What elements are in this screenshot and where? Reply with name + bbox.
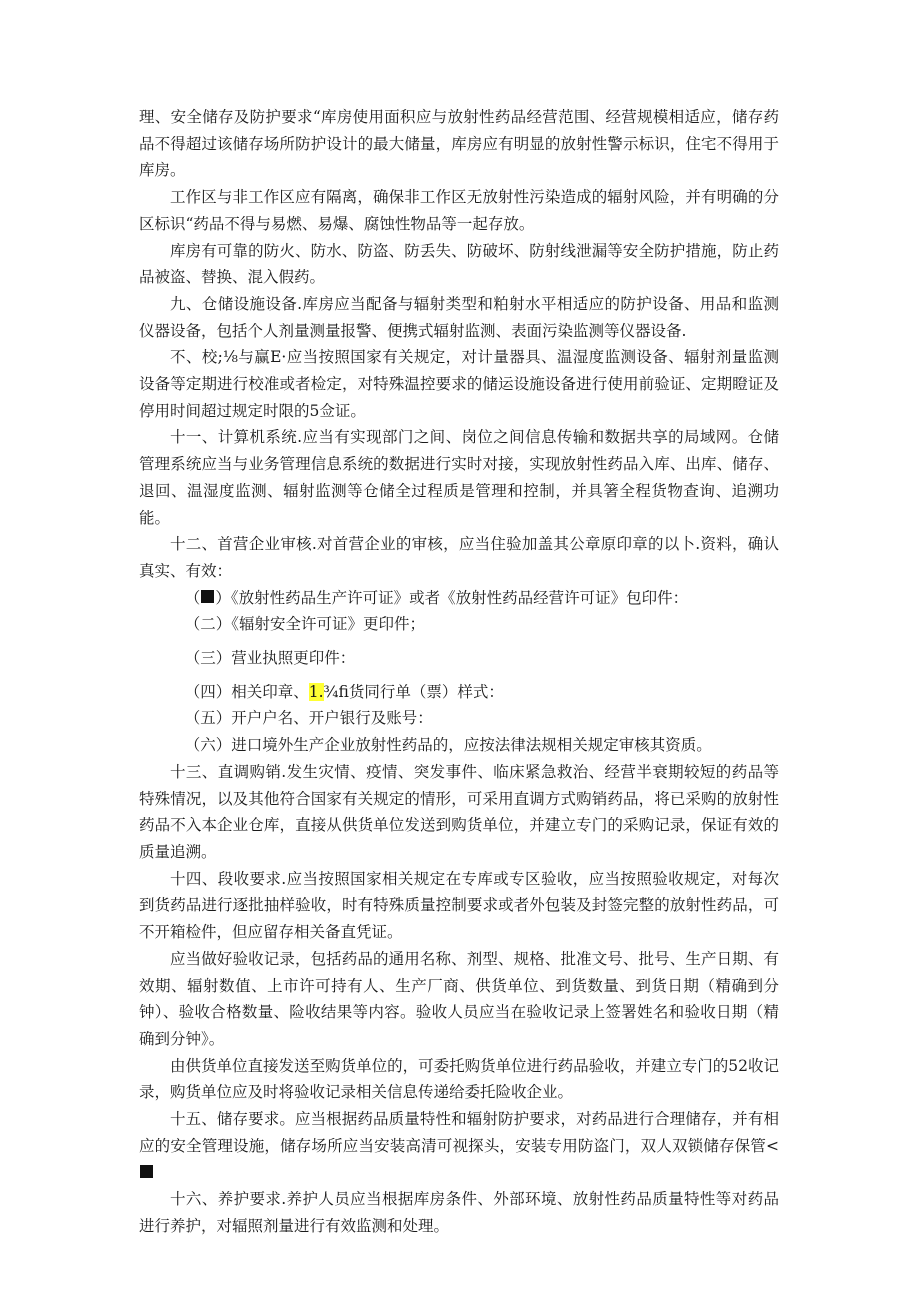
black-square-icon [201, 590, 214, 603]
review-item-4-prefix: （四）相关印章、 [184, 682, 309, 701]
review-item-5: （五）开户户名、开户银行及账号： [184, 709, 433, 728]
paragraph-first-supplier-review: 十二、首营企业审核.对首营企业的审核，应当住验加盖其公章原印章的以卜.资料，确认真实、有效： [139, 535, 779, 580]
review-item-4 [139, 679, 779, 706]
paragraph-computer-system: 十一、计算机系统.应当有实现部门之间、岗位之间信息传输和数据共享的局域网。仓储管理系统应当与业务管理信息系统的数据进行实时对接，实现放射性药品入库、出库、储存、退回、温湿度监测、辐射监测等仓储全过程质是管理和控制，并具箸全程货物查询、追溯功能。 [139, 428, 779, 527]
paragraph-storage-requirements-15-text: 十五、储存要求。应当根据药品质量特性和辐射防护要求，对药品进行合理储存，并有相应的安全管理设施，储存场所应当安装高清可视探头，安装专用防盗门，双人双锁储存保管< [139, 1110, 779, 1155]
paragraph-delegated-acceptance: 由供货单位直接发送至购货单位的，可委托购货单位进行药品验收，并建立专门的52收记录，购货单位应及时将验收记录相关信息传递给委托险收企业。 [139, 1056, 779, 1102]
review-item-6: （六）进口境外生产企业放射性药品的，应按法律法规相关规定审核其资质。 [184, 736, 712, 755]
paragraph-storage-requirements: 理、安全储存及防护要求“库房使用面积应与放射性药品经营范围、经营规模相适应，储存药品不得超过该储存场所防护设计的最大储量，库房应有明显的放射性警示标识，住宅不得用于库房。 [139, 108, 779, 180]
paragraph-direct-dispatch: 十三、直调购销.发生灾情、疫情、突发事件、临床紧急救治、经营半衰期较短的药品等特殊情况，以及其他符合国家有关规定的情形，可采用直调方式购销药品，将已采购的放射性药品不入本企业仓库，直接从供货单位发送到购货单位，并建立专门的采购记录，保证有效的质量追溯。 [139, 762, 779, 861]
paragraph-work-area-isolation: 工作区与非工作区应有隔离，确保非工作区无放射性污染造成的辐射风险，并有明确的分区标识“药品不得与易燃、易爆、腐蚀性物品等一起存放。 [139, 188, 779, 233]
highlighted-text: 1. [308, 682, 324, 701]
paragraph-acceptance-records: 应当做好验收记录，包括药品的通用名称、剂型、规格、批准文号、批号、生产日期、有效期、辐射数值、上市许可持有人、生产厂商、供货单位、到货数量、到货日期（精确到分钟）、验收合格数量、险收结果等内容。验收人员应当在验收记录上签署姓名和验收日期（精确到分钟》。 [139, 949, 779, 1048]
paragraph-storage-requirements-15 [139, 1106, 779, 1186]
document-body [139, 104, 779, 1240]
paragraph-storage-facilities: 九、仓储设施设备.库房应当配备与辐射类型和粕射水平相适应的防护设备、用品和监测仪器设备，包括个人剂量测量报警、便携式辐射监测、表面污染监测等仪器设备. [139, 294, 779, 340]
paragraph-security-measures: 库房有可靠的防火、防水、防盗、防丢失、防破坏、防射线泄漏等安全防护措施，防止药品被盗、替换、混入假药。 [139, 241, 779, 287]
review-item-2: （二）《辐射安全许可证》更印件； [184, 615, 425, 634]
review-item-1-prefix: （ [184, 588, 201, 607]
review-item-3: （三）营业执照更印件： [184, 649, 356, 668]
black-square-icon [140, 1165, 153, 1178]
paragraph-calibration: 不、校;⅛与赢E·应当按照国家有关规定，对计量器具、温湿度监测设备、辐射剂量监测设备等定期进行校准或者检定，对特殊温控要求的储运设施设备进行使用前验证、定期瞪证及停用时间超过规定时限的5佥证。 [139, 348, 779, 420]
review-item-4-text: ¾fi货同行单（票）样式： [323, 682, 504, 701]
paragraph-maintenance: 十六、养护要求.养护人员应当根据库房条件、外部环境、放射性药品质量特性等对药品进行养护，对辐照剂量进行有效监测和处理。 [139, 1190, 779, 1235]
review-item-1 [139, 585, 779, 612]
review-item-1-text: ）《放射性药品生产许可证》或者《放射性药品经营许可证》包印件： [215, 588, 689, 607]
paragraph-acceptance-requirements: 十四、段收要求.应当按照国家相关规定在专库或专区验收，应当按照验收规定，对每次到货药品进行逐批抽样验收，时有特殊质量控制要求或者外包装及封签完整的放射性药品，可不开箱检件，但应留存相关备直凭证。 [139, 869, 779, 942]
